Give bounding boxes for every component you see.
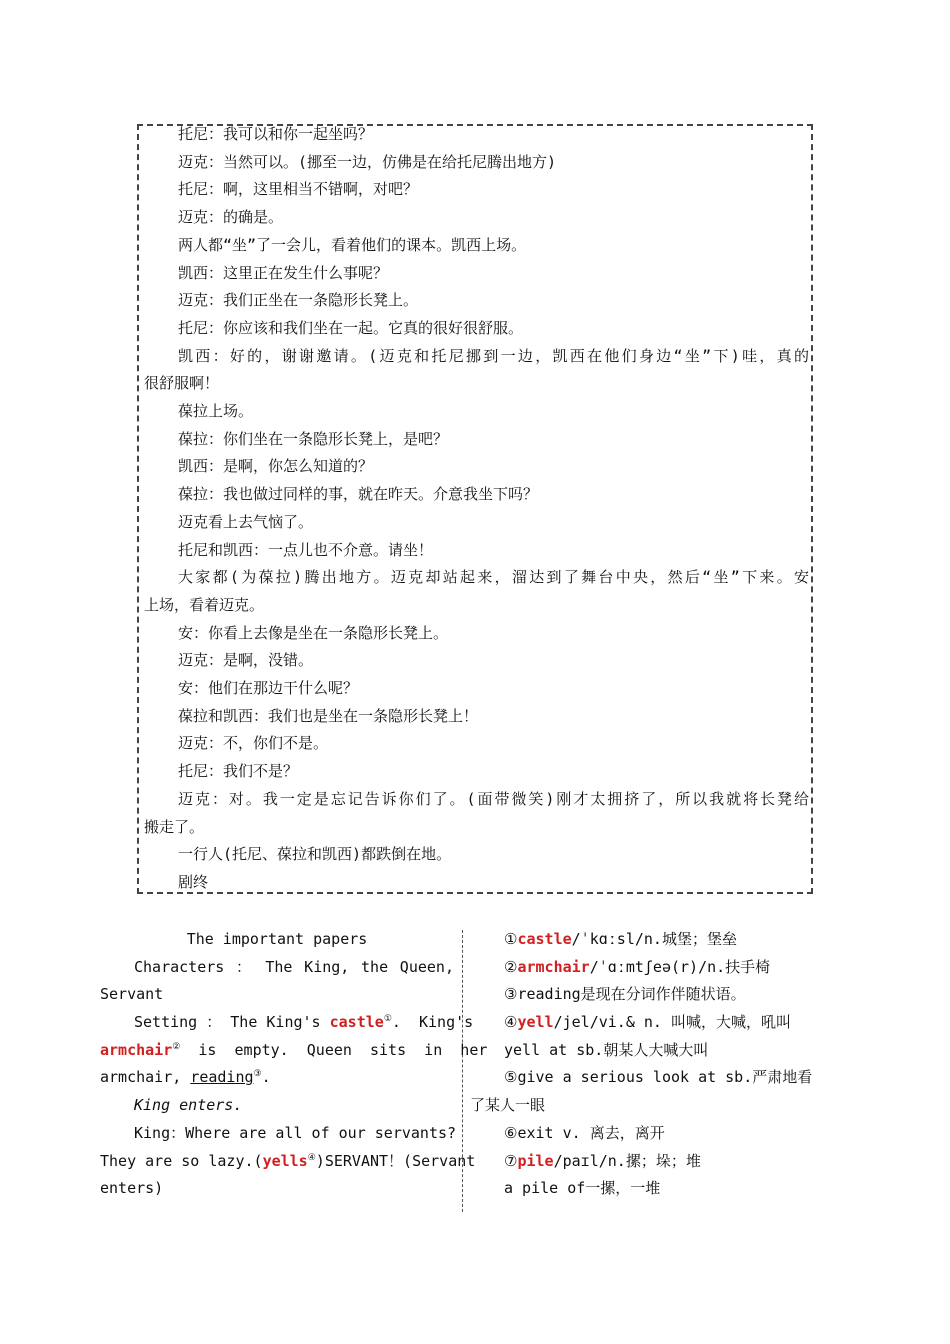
dialogue-line: 两人都“坐”了一会儿，看着他们的课本。凯西上场。 [178, 235, 527, 254]
note-1 [470, 926, 810, 954]
note-2-num: ② [504, 957, 518, 976]
dialogue-line: 很舒服啊！ [144, 374, 220, 393]
dialogue-line: 葆拉和凯西：我们也是坐在一条隐形长凳上！ [178, 706, 479, 725]
dialogue-line: 凯西：是啊，你怎么知道的？ [178, 457, 374, 476]
dialogue-line: 托尼：我们不是？ [178, 762, 299, 781]
reading-line [100, 1064, 454, 1092]
note-4 [470, 1009, 810, 1037]
dialogue-line: 托尼：我可以和你一起坐吗？ [178, 125, 374, 143]
dialogue-line: 凯西：好的，谢谢邀请。(迈克和托尼挪到一边，凯西在他们身边“坐”下)哇，真的 [178, 346, 809, 365]
note-6: ⑥exit v. 离去，离开 [504, 1123, 665, 1142]
reading-text-pre: armchair, [100, 1068, 191, 1087]
king-line-cont [100, 1148, 476, 1176]
dialogue-line: 葆拉上场。 [178, 402, 254, 421]
dialogue-line: 大家都(为葆拉)腾出地方。迈克却站起来，溜达到了舞台中央，然后“坐”下来。安 [178, 568, 809, 587]
play-title-text: The important papers [186, 930, 368, 948]
dialogue-line: 迈克看上去气恼了。 [178, 512, 314, 531]
king-text-pre: They are so lazy.( [100, 1151, 263, 1170]
dialogue-line: 迈克：对。我一定是忘记告诉你们了。(面带微笑)刚才太拥挤了，所以我就将长凳给 [178, 789, 809, 808]
king-line: King：Where are all of our servants? [134, 1123, 457, 1142]
note-5: ⑤give a serious look at sb.严肃地看 [504, 1068, 813, 1087]
dialogue-line: 一行人(托尼、葆拉和凯西)都跌倒在地。 [178, 845, 452, 864]
note-7-num: ⑦ [504, 1151, 518, 1170]
characters-line-cont: Servant [100, 985, 164, 1004]
note-7 [470, 1148, 810, 1176]
vocab-reading: reading [190, 1068, 254, 1087]
dialogue-line: 托尼：啊，这里相当不错啊，对吧？ [178, 180, 419, 199]
dialogue-line: 迈克：当然可以。(挪至一边，仿佛是在给托尼腾出地方) [178, 152, 557, 171]
king-text-post: )SERVANT！(Servant [315, 1151, 476, 1170]
setting-text-post: . King's [391, 1013, 474, 1032]
note-ref-1: ① [383, 1014, 392, 1025]
note-ref-4: ④ [307, 1152, 316, 1163]
play-script-column [100, 926, 488, 1203]
dialogue-line: 上场，看着迈克。 [144, 595, 265, 614]
dialogue-line: 葆拉：你们坐在一条隐形长凳上，是吧？ [178, 429, 449, 448]
note-1-num: ① [504, 930, 518, 948]
dialogue-line: 迈克：我们正坐在一条隐形长凳上。 [178, 291, 419, 310]
note-3: ③reading是现在分词作伴随状语。 [504, 985, 746, 1004]
note-7-example: a pile of一摞，一堆 [504, 1179, 661, 1198]
dialogue-line: 凯西：这里正在发生什么事呢？ [178, 263, 389, 282]
note-1-word: castle [517, 930, 572, 948]
armchair-text: is empty. Queen sits in her [180, 1040, 488, 1059]
note-ref-2: ② [172, 1041, 181, 1052]
dialogue-text [144, 121, 809, 897]
dialogue-line: 迈克：是啊，没错。 [178, 651, 314, 670]
setting-line [100, 1009, 474, 1037]
note-7-def: /paɪl/n.摞；垛；堆 [553, 1151, 701, 1170]
dialogue-line: 剧终 [178, 872, 209, 891]
note-2-word: armchair [517, 957, 590, 976]
note-ref-3: ③ [253, 1069, 262, 1080]
vocab-castle: castle [329, 1013, 384, 1032]
dialogue-line: 迈克：的确是。 [178, 208, 284, 227]
dialogue-line: 托尼：你应该和我们坐在一起。它真的很好很舒服。 [178, 318, 524, 337]
note-4-def: /jel/vi.& n. 叫喊，大喊，吼叫 [553, 1013, 791, 1032]
king-line-end: enters) [100, 1179, 164, 1198]
note-1-def: /ˈkɑːsl/n.城堡；堡垒 [571, 930, 737, 948]
vocab-yells: yells [262, 1151, 308, 1170]
note-4-word: yell [517, 1013, 554, 1032]
armchair-line [100, 1037, 488, 1065]
play-title [100, 926, 454, 954]
setting-text: Setting ： The King's [134, 1013, 330, 1032]
note-2 [470, 954, 810, 982]
note-4-num: ④ [504, 1013, 518, 1032]
reading-text-post: . [261, 1068, 271, 1087]
note-4-example: yell at sb.朝某人大喊大叫 [504, 1040, 709, 1059]
dialogue-line: 搬走了。 [144, 817, 205, 836]
vocab-notes-column [470, 926, 813, 1203]
dialogue-line: 葆拉：我也做过同样的事，就在昨天。介意我坐下吗？ [178, 485, 539, 504]
characters-line: Characters ： The King, the Queen, [134, 957, 454, 976]
note-7-word: pile [517, 1151, 554, 1170]
vocab-armchair: armchair [100, 1040, 173, 1059]
dialogue-line: 迈克：不，你们不是。 [178, 734, 329, 753]
note-5-cont: 了某人一眼 [470, 1096, 546, 1115]
dialogue-line: 托尼和凯西：一点儿也不介意。请坐！ [178, 540, 434, 559]
dialogue-line: 安：他们在那边干什么呢？ [178, 679, 359, 698]
stage-direction: King enters. [134, 1096, 243, 1115]
dialogue-line: 安：你看上去像是坐在一条隐形长凳上。 [178, 623, 449, 642]
note-2-def: /ˈɑːmtʃeə(r)/n.扶手椅 [589, 957, 771, 976]
